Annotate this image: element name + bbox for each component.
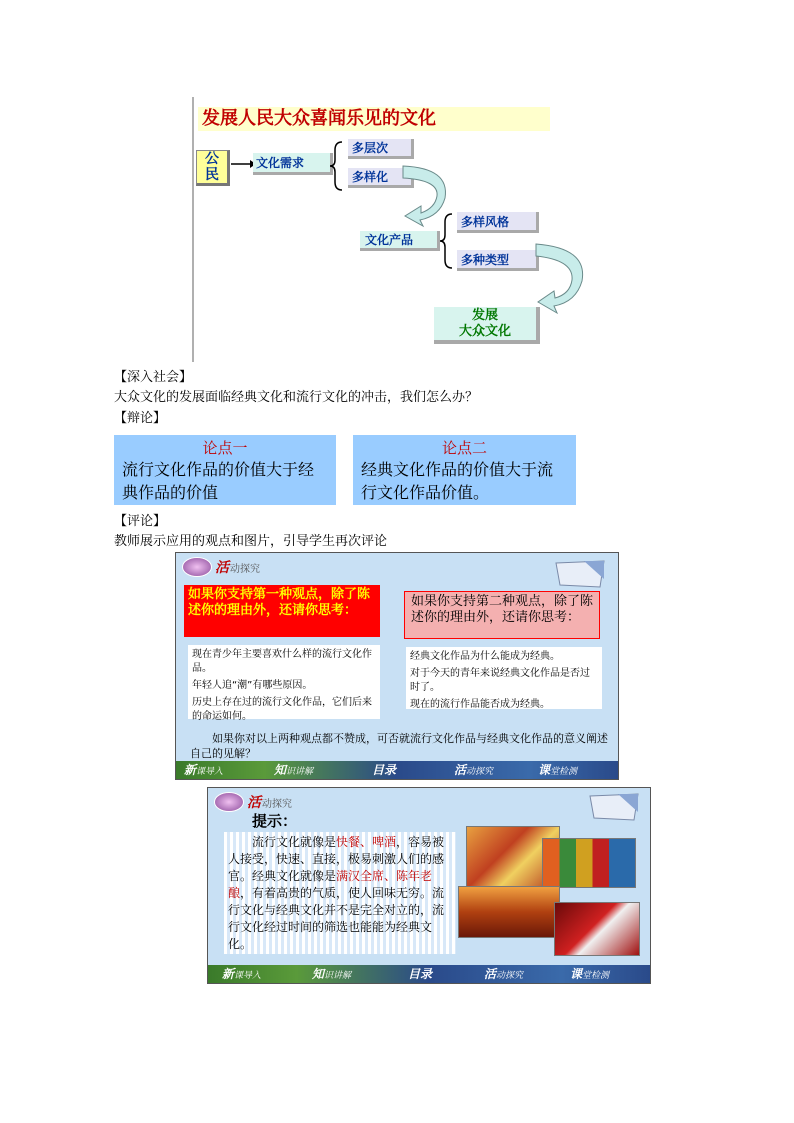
hint-part-2: ，容易被人接受，快速、直接，极易刺激人们的感官。经典文化就像是 (228, 835, 445, 883)
beer-bottles-image (542, 838, 636, 888)
tip-support-first: 如果你支持第一种观点，除了陈述你的理由外，还请你思考： (184, 585, 380, 637)
society-question: 大众文化的发展面临经典文化和流行文化的冲击，我们怎么办？ (114, 390, 479, 405)
node-product-styles: 多样风格 (457, 212, 539, 233)
slide-1-head-big: 活 (215, 560, 229, 576)
slide-1-question: 如果你对以上两种观点都不赞成，可否就流行文化作品与经典文化作品的意义阐述自己的见解？ (190, 732, 608, 760)
liquor-image (554, 902, 640, 956)
paper-icon (588, 792, 640, 822)
argument-box-1 (114, 435, 336, 505)
brace-icon (438, 212, 456, 270)
node-citizen-label: 公民 (205, 151, 219, 183)
node-need-multilevel: 多层次 (348, 139, 414, 159)
activity-icon (182, 557, 212, 577)
develop-line-1: 发展 (471, 307, 498, 323)
slide-1-head-small: 动探究 (230, 563, 260, 575)
point-first-2: 年轻人追“潮”有哪些原因。 (192, 680, 313, 691)
point-second-2: 对于今天的青年来说经典文化作品是否过时了。 (410, 668, 590, 693)
diagram-title: 发展人民大众喜闻乐见的文化 (198, 107, 550, 131)
argument-1-title: 论点一 (202, 439, 248, 457)
hint-text (224, 832, 456, 954)
nav-test[interactable]: 课堂检测 (570, 967, 610, 981)
hint-highlight-2: 满汉全席、陈年老酿 (228, 869, 433, 900)
tip-support-second: 如果你支持第二种观点，除了陈述你的理由外，还请你思考： (404, 591, 600, 639)
nav-new[interactable]: 新课导入 (222, 967, 262, 981)
activity-icon (214, 792, 244, 812)
points-first (188, 645, 380, 722)
point-first-1: 现在青少年主要喜欢什么样的流行文化作品。 (192, 649, 372, 674)
banquet-image (458, 886, 560, 938)
slide-activity-2 (207, 787, 651, 984)
argument-2-body: 经典文化作品的价值大于流行文化作品价值。 (361, 460, 554, 502)
nav-knowledge[interactable]: 知识讲解 (274, 763, 314, 777)
node-develop-culture (434, 307, 540, 344)
nav-activity[interactable]: 活动探究 (454, 763, 494, 777)
diagram-divider (192, 97, 194, 362)
nav-knowledge[interactable]: 知识讲解 (312, 967, 352, 981)
node-cultural-need: 文化需求 (253, 153, 333, 175)
nav-activity[interactable]: 活动探究 (484, 967, 524, 981)
hint-part-1: 流行文化就像是 (252, 835, 337, 849)
section-heading-society: 【深入社会】 (114, 370, 193, 385)
argument-box-2 (353, 435, 576, 505)
points-second (406, 647, 602, 709)
slide-2-head-big: 活 (247, 795, 261, 811)
node-product-types: 多种类型 (457, 250, 539, 271)
argument-1-body: 流行文化作品的价值大于经典作品的价值 (122, 460, 315, 502)
section-heading-comment: 【评论】 (114, 514, 167, 529)
slide-activity-1 (175, 552, 619, 780)
brace-icon (328, 140, 346, 192)
node-citizen (196, 150, 230, 186)
comment-text: 教师展示应用的观点和图片，引导学生再次评论 (114, 534, 388, 549)
nav-new[interactable]: 新课导入 (184, 763, 224, 777)
nav-contents[interactable]: 目录 (408, 967, 433, 981)
nav-test[interactable]: 课堂检测 (538, 763, 578, 777)
point-second-3: 现在的流行作品能否成为经典。 (410, 699, 550, 710)
hint-title: 提示： (252, 812, 298, 830)
hint-part-3: ，有着高贵的气质，使人回味无穷。流行文化与经典文化并不是完全对立的，流行文化经过时间的筛选也能能为经典文化。 (228, 886, 445, 951)
slide-2-nav-bar (208, 965, 650, 983)
develop-line-2: 大众文化 (458, 323, 511, 339)
node-cultural-product: 文化产品 (360, 231, 440, 251)
node-need-diverse: 多样化 (348, 168, 414, 188)
argument-2-title: 论点二 (441, 439, 487, 457)
slide-1-header (182, 557, 260, 577)
paper-icon (554, 559, 606, 589)
slide-2-head-small: 动探究 (262, 798, 292, 810)
point-second-1: 经典文化作品为什么能成为经典。 (410, 651, 560, 662)
nav-contents[interactable]: 目录 (372, 763, 397, 777)
slide-2-header (214, 792, 292, 812)
slide-1-nav-bar (176, 761, 618, 779)
hint-highlight-1: 快餐、啤酒 (336, 835, 397, 849)
point-first-3: 历史上存在过的流行文化作品，它们后来的命运如何。 (192, 697, 372, 722)
curved-arrow-icon (530, 236, 590, 316)
section-heading-debate: 【辩论】 (114, 411, 167, 426)
